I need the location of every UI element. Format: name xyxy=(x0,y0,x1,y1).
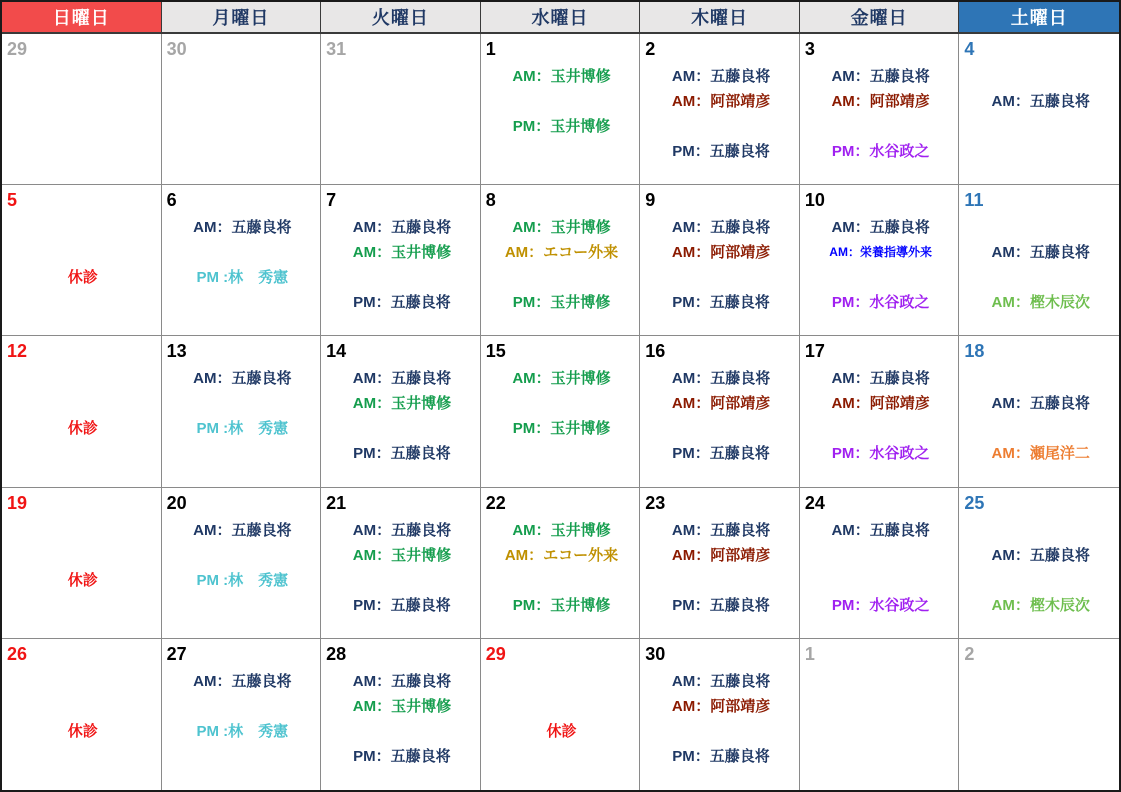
schedule-entry: PM :林 秀憲 xyxy=(196,571,289,589)
day-cell-18 xyxy=(959,336,1119,487)
closed-label: 休診 xyxy=(546,722,577,740)
schedule-entry: AM：五藤良将 xyxy=(193,370,292,388)
schedule-entry: PM：玉井博修 xyxy=(512,294,611,312)
day-cell-26 xyxy=(2,639,162,790)
spacer-line xyxy=(805,416,957,441)
schedule-entry: PM：五藤良将 xyxy=(672,596,770,614)
spacer-line xyxy=(167,543,319,568)
date-number: 29 xyxy=(7,39,28,59)
schedule-entry: AM：玉井博修 xyxy=(352,546,452,564)
schedule-entry: AM：五藤良将 xyxy=(831,521,930,539)
day-cell-29 xyxy=(2,34,162,185)
schedule-entry: AM：五藤良将 xyxy=(193,219,292,237)
schedule-entry: AM：阿部靖彦 xyxy=(831,395,930,413)
day-cell-14 xyxy=(321,336,481,487)
day-cell-24 xyxy=(800,488,960,639)
day-cell-1 xyxy=(481,34,641,185)
closed-label: 休診 xyxy=(67,571,98,589)
spacer-line xyxy=(326,265,478,290)
spacer-line xyxy=(645,114,797,139)
schedule-entry: AM：玉井博修 xyxy=(512,521,611,539)
schedule-entry: PM :林 秀憲 xyxy=(196,722,289,740)
spacer-line xyxy=(805,265,957,290)
schedule-entry: PM：水谷政之 xyxy=(831,445,930,463)
schedule-entry: PM：水谷政之 xyxy=(831,294,930,312)
schedule-entry: PM：五藤良将 xyxy=(353,445,451,463)
day-cell-23 xyxy=(640,488,800,639)
spacer-line xyxy=(964,518,1117,543)
schedule-entry: PM：水谷政之 xyxy=(831,596,930,614)
header-cell-saturday: 土曜日 xyxy=(959,2,1119,34)
day-cell-27 xyxy=(162,639,322,790)
spacer-line xyxy=(7,518,159,543)
schedule-entry: AM：阿部靖彦 xyxy=(671,244,771,262)
schedule-entry: PM：五藤良将 xyxy=(353,747,451,765)
spacer-line xyxy=(167,391,319,416)
day-cell-2 xyxy=(640,34,800,185)
day-cell-29 xyxy=(481,639,641,790)
schedule-entry: AM：五藤良将 xyxy=(671,219,771,237)
day-cell-31 xyxy=(321,34,481,185)
date-number: 12 xyxy=(7,341,28,362)
spacer-line xyxy=(7,215,159,240)
schedule-entry: AM：五藤良将 xyxy=(831,219,930,237)
schedule-entry: AM：玉井博修 xyxy=(352,697,452,715)
spacer-line xyxy=(486,568,638,593)
spacer-line xyxy=(167,694,319,719)
schedule-entry: AM：エコー外来 xyxy=(504,244,619,262)
header-cell-thursday: 木曜日 xyxy=(640,2,800,34)
date-number: 10 xyxy=(804,190,825,211)
date-number: 11 xyxy=(964,190,984,211)
schedule-entry: AM：五藤良将 xyxy=(193,672,292,690)
day-cell-22 xyxy=(481,488,641,639)
date-number: 14 xyxy=(326,341,347,362)
header-cell-friday: 金曜日 xyxy=(800,2,960,34)
spacer-line xyxy=(7,240,159,265)
day-cell-28 xyxy=(321,639,481,790)
closed-label: 休診 xyxy=(67,269,98,287)
spacer-line xyxy=(645,416,797,441)
date-number: 16 xyxy=(645,341,666,362)
date-number: 21 xyxy=(326,492,347,513)
schedule-entry: AM：五藤良将 xyxy=(991,395,1090,413)
spacer-line xyxy=(964,366,1117,391)
day-cell-16 xyxy=(640,336,800,487)
date-number: 3 xyxy=(804,39,815,59)
date-number: 26 xyxy=(7,643,28,664)
spacer-line xyxy=(326,416,478,441)
closed-label: 休診 xyxy=(67,722,98,740)
date-number: 30 xyxy=(166,39,187,59)
schedule-entry: PM：玉井博修 xyxy=(512,596,611,614)
day-cell-30 xyxy=(640,639,800,790)
date-number: 9 xyxy=(645,190,656,211)
spacer-line xyxy=(645,719,797,744)
date-number: 4 xyxy=(964,39,975,59)
schedule-entry: AM：エコー外来 xyxy=(504,546,619,564)
spacer-line xyxy=(486,265,638,290)
schedule-entry: AM：五藤良将 xyxy=(671,68,771,85)
schedule-entry: AM：阿部靖彦 xyxy=(671,395,771,413)
spacer-line xyxy=(645,568,797,593)
header-cell-monday: 月曜日 xyxy=(162,2,322,34)
schedule-entry: AM：五藤良将 xyxy=(991,546,1090,564)
schedule-entry: AM：五藤良将 xyxy=(991,93,1090,110)
spacer-line xyxy=(7,543,159,568)
date-number: 1 xyxy=(804,643,815,664)
spacer-line xyxy=(645,265,797,290)
spacer-line xyxy=(7,669,159,694)
date-number: 7 xyxy=(326,190,337,211)
day-cell-9 xyxy=(640,185,800,336)
schedule-entry: AM：玉井博修 xyxy=(512,68,611,85)
schedule-entry: PM：水谷政之 xyxy=(831,143,930,160)
date-number: 5 xyxy=(7,190,18,211)
schedule-entry: AM：五藤良将 xyxy=(352,219,452,237)
schedule-entry: PM：玉井博修 xyxy=(512,420,611,438)
header-cell-tuesday: 火曜日 xyxy=(321,2,481,34)
spacer-line xyxy=(7,391,159,416)
day-cell-30 xyxy=(162,34,322,185)
date-number: 31 xyxy=(326,39,347,59)
day-cell-12 xyxy=(2,336,162,487)
date-number: 29 xyxy=(485,643,506,664)
schedule-entry: AM：玉井博修 xyxy=(512,219,611,237)
schedule-entry: AM：五藤良将 xyxy=(671,672,771,690)
schedule-entry: AM：玉井博修 xyxy=(352,244,452,262)
date-number: 17 xyxy=(804,341,825,362)
date-number: 22 xyxy=(485,492,506,513)
schedule-entry: AM：阿部靖彦 xyxy=(831,93,930,110)
schedule-entry: AM：五藤良将 xyxy=(671,370,771,388)
schedule-entry: PM :林 秀憲 xyxy=(196,269,289,287)
date-number: 18 xyxy=(964,341,985,362)
spacer-line xyxy=(486,669,638,694)
day-cell-13 xyxy=(162,336,322,487)
spacer-line xyxy=(486,391,638,416)
schedule-entry: AM：樫木辰次 xyxy=(991,294,1090,312)
spacer-line xyxy=(326,568,478,593)
date-number: 27 xyxy=(166,643,187,664)
spacer-line xyxy=(805,543,957,568)
schedule-entry: AM：玉井博修 xyxy=(352,395,452,413)
schedule-entry: PM：五藤良将 xyxy=(353,596,451,614)
schedule-entry: AM：阿部靖彦 xyxy=(671,546,771,564)
day-cell-15 xyxy=(481,336,641,487)
schedule-entry: PM：五藤良将 xyxy=(672,747,770,765)
schedule-entry: AM：五藤良将 xyxy=(831,370,930,388)
day-cell-4 xyxy=(959,34,1119,185)
spacer-line xyxy=(486,694,638,719)
date-number: 6 xyxy=(166,190,177,211)
header-cell-wednesday: 水曜日 xyxy=(481,2,641,34)
header-cell-sunday: 日曜日 xyxy=(2,2,162,34)
spacer-line xyxy=(805,114,957,139)
day-cell-6 xyxy=(162,185,322,336)
date-number: 2 xyxy=(645,39,656,59)
schedule-entry: AM：玉井博修 xyxy=(512,370,611,388)
day-cell-20 xyxy=(162,488,322,639)
day-cell-2 xyxy=(959,639,1119,790)
date-number: 25 xyxy=(964,492,985,513)
date-number: 24 xyxy=(804,492,825,513)
schedule-entry: AM：五藤良将 xyxy=(193,521,292,539)
schedule-entry: AM：五藤良将 xyxy=(671,521,771,539)
date-number: 30 xyxy=(645,643,666,664)
spacer-line xyxy=(486,89,638,114)
date-number: 1 xyxy=(485,39,496,59)
schedule-entry: AM：五藤良将 xyxy=(991,244,1090,262)
schedule-entry: AM：瀬尾洋二 xyxy=(991,445,1090,463)
spacer-line xyxy=(7,694,159,719)
schedule-entry: AM：五藤良将 xyxy=(352,370,452,388)
date-number: 28 xyxy=(326,643,347,664)
day-cell-7 xyxy=(321,185,481,336)
date-number: 13 xyxy=(166,341,187,362)
schedule-entry: AM：五藤良将 xyxy=(352,521,452,539)
spacer-line xyxy=(964,265,1117,290)
schedule-entry: AM：阿部靖彦 xyxy=(671,93,771,110)
spacer-line xyxy=(964,215,1117,240)
schedule-entry: AM：五藤良将 xyxy=(352,672,452,690)
schedule-entry: AM：五藤良将 xyxy=(831,68,930,85)
spacer-line xyxy=(805,568,957,593)
day-cell-11 xyxy=(959,185,1119,336)
day-cell-10 xyxy=(800,185,960,336)
schedule-entry: PM：五藤良将 xyxy=(672,445,770,463)
day-cell-8 xyxy=(481,185,641,336)
spacer-line xyxy=(964,416,1117,441)
date-number: 15 xyxy=(485,341,506,362)
closed-label: 休診 xyxy=(67,420,98,438)
schedule-entry: PM：五藤良将 xyxy=(353,294,451,312)
spacer-line xyxy=(7,366,159,391)
day-cell-21 xyxy=(321,488,481,639)
date-number: 20 xyxy=(166,492,187,513)
date-number: 2 xyxy=(964,643,975,664)
schedule-entry: AM：樫木辰次 xyxy=(991,596,1090,614)
day-cell-17 xyxy=(800,336,960,487)
date-number: 19 xyxy=(7,492,28,513)
day-cell-25 xyxy=(959,488,1119,639)
day-cell-1 xyxy=(800,639,960,790)
schedule-entry: PM :林 秀憲 xyxy=(196,420,289,438)
spacer-line xyxy=(167,240,319,265)
schedule-entry: PM：五藤良将 xyxy=(672,143,770,160)
day-cell-19 xyxy=(2,488,162,639)
schedule-entry: PM：玉井博修 xyxy=(512,118,611,135)
spacer-line xyxy=(326,719,478,744)
date-number: 8 xyxy=(485,190,496,211)
schedule-entry: AM：栄養指導外来 xyxy=(829,245,932,260)
spacer-line xyxy=(964,64,1117,89)
date-number: 23 xyxy=(645,492,666,513)
schedule-entry: AM：阿部靖彦 xyxy=(671,697,771,715)
day-cell-5 xyxy=(2,185,162,336)
spacer-line xyxy=(964,568,1117,593)
schedule-entry: PM：五藤良将 xyxy=(672,294,770,312)
day-cell-3 xyxy=(800,34,960,185)
